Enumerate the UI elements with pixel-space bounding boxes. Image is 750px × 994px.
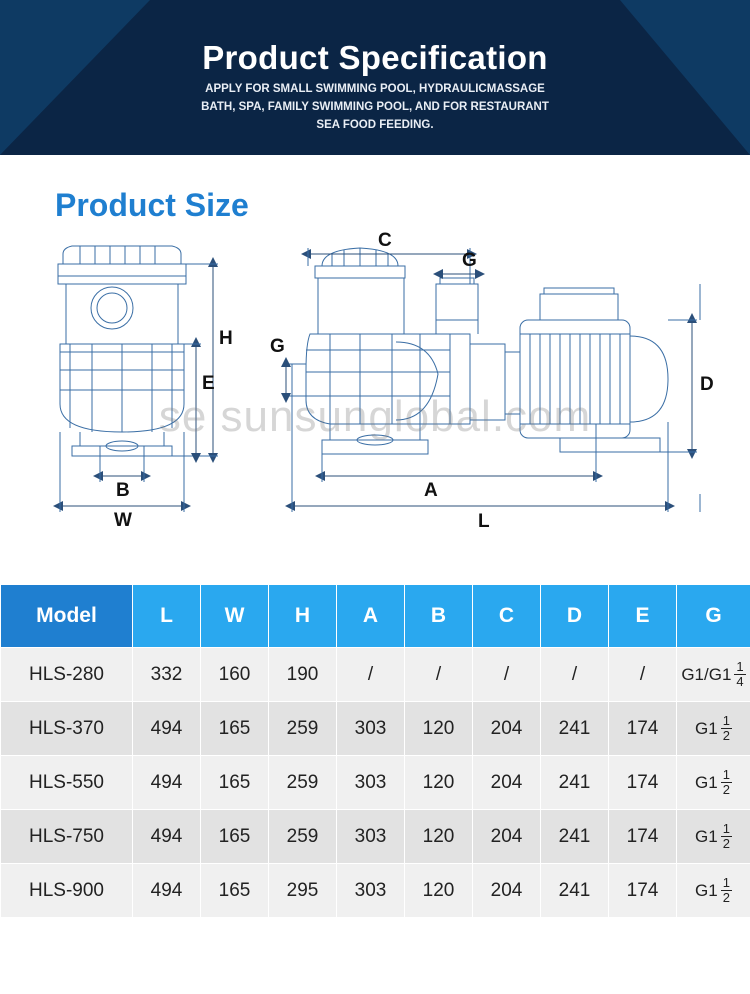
cell-G-fraction <box>721 768 732 796</box>
cell-E: 174 <box>609 864 677 918</box>
dim-label-G-left: G <box>270 336 285 357</box>
cell-E: 174 <box>609 810 677 864</box>
cell-G <box>677 648 750 702</box>
cell-A: / <box>337 648 405 702</box>
cell-model: HLS-900 <box>1 864 133 918</box>
cell-D: / <box>541 648 609 702</box>
cell-G <box>677 810 750 864</box>
cell-L: 494 <box>133 810 201 864</box>
cell-B: / <box>405 648 473 702</box>
cell-G-fraction <box>721 822 732 850</box>
section-title-product-size: Product Size <box>55 187 249 223</box>
cell-W: 165 <box>201 702 269 756</box>
cell-D: 241 <box>541 702 609 756</box>
cell-D: 241 <box>541 810 609 864</box>
cell-W: 165 <box>201 864 269 918</box>
cell-G-numerator: 1 <box>722 875 730 891</box>
cell-C: / <box>473 648 541 702</box>
dim-label-G-top: G <box>462 250 477 271</box>
col-header-E: E <box>609 585 677 648</box>
cell-W: 160 <box>201 648 269 702</box>
cell-L: 332 <box>133 648 201 702</box>
specification-table <box>0 584 750 918</box>
dim-label-D: D <box>700 374 714 395</box>
cell-G-fraction <box>734 660 745 688</box>
cell-A: 303 <box>337 756 405 810</box>
banner-subtitle-line2: BATH, SPA, FAMILY SWIMMING POOL, AND FOR RESTAURANT <box>201 101 549 113</box>
cell-H: 259 <box>269 756 337 810</box>
cell-B: 120 <box>405 810 473 864</box>
cell-E: 174 <box>609 702 677 756</box>
col-header-A: A <box>337 585 405 648</box>
table-header-row <box>1 585 750 648</box>
col-header-H: H <box>269 585 337 648</box>
cell-G-fraction <box>721 714 732 742</box>
cell-model: HLS-280 <box>1 648 133 702</box>
col-header-L: L <box>133 585 201 648</box>
cell-E: / <box>609 648 677 702</box>
cell-G-numerator: 1 <box>736 659 744 675</box>
cell-L: 494 <box>133 864 201 918</box>
cell-G <box>677 864 750 918</box>
cell-B: 120 <box>405 702 473 756</box>
cell-D: 241 <box>541 864 609 918</box>
cell-B: 120 <box>405 756 473 810</box>
cell-A: 303 <box>337 810 405 864</box>
col-header-W: W <box>201 585 269 648</box>
col-header-G: G <box>677 585 750 648</box>
dim-label-B: B <box>116 480 130 501</box>
cell-model: HLS-550 <box>1 756 133 810</box>
dim-label-E: E <box>202 373 215 394</box>
dim-label-A: A <box>424 480 438 501</box>
cell-G-denominator: 2 <box>722 890 730 905</box>
cell-D: 241 <box>541 756 609 810</box>
cell-A: 303 <box>337 702 405 756</box>
header-banner <box>0 0 750 155</box>
col-header-C: C <box>473 585 541 648</box>
cell-G-denominator: 2 <box>722 728 730 743</box>
cell-G-prefix: G1 <box>695 826 718 846</box>
table-row <box>1 864 750 918</box>
cell-H: 259 <box>269 810 337 864</box>
cell-W: 165 <box>201 810 269 864</box>
cell-G-numerator: 1 <box>722 821 730 837</box>
cell-A: 303 <box>337 864 405 918</box>
col-header-model: Model <box>1 585 133 648</box>
cell-L: 494 <box>133 756 201 810</box>
cell-E: 174 <box>609 756 677 810</box>
table-row <box>1 756 750 810</box>
cell-G-numerator: 1 <box>722 713 730 729</box>
col-header-D: D <box>541 585 609 648</box>
cell-G-prefix: G1 <box>695 880 718 900</box>
cell-H: 190 <box>269 648 337 702</box>
cell-G-denominator: 4 <box>736 674 744 689</box>
cell-H: 259 <box>269 702 337 756</box>
cell-G-prefix: G1 <box>695 772 718 792</box>
cell-C: 204 <box>473 810 541 864</box>
cell-L: 494 <box>133 702 201 756</box>
cell-G-numerator: 1 <box>722 767 730 783</box>
banner-subtitle-line1: APPLY FOR SMALL SWIMMING POOL, HYDRAULICMASSAGE <box>205 83 545 95</box>
col-header-B: B <box>405 585 473 648</box>
product-size-drawing <box>0 224 750 584</box>
cell-G-prefix: G1/G1 <box>681 664 732 684</box>
table-row <box>1 702 750 756</box>
cell-G-denominator: 2 <box>722 836 730 851</box>
dim-label-C: C <box>378 230 392 251</box>
cell-G-prefix: G1 <box>695 718 718 738</box>
page-title: Product Specification <box>202 39 548 76</box>
cell-model: HLS-750 <box>1 810 133 864</box>
cell-C: 204 <box>473 864 541 918</box>
banner-subtitle-line3: SEA FOOD FEEDING. <box>316 119 434 131</box>
cell-model: HLS-370 <box>1 702 133 756</box>
cell-G-denominator: 2 <box>722 782 730 797</box>
cell-G-fraction <box>721 876 732 904</box>
cell-G <box>677 702 750 756</box>
cell-C: 204 <box>473 756 541 810</box>
cell-W: 165 <box>201 756 269 810</box>
table-row <box>1 810 750 864</box>
watermark-text: se sunsunglobal.com <box>158 392 592 441</box>
dim-label-H: H <box>219 328 233 349</box>
cell-C: 204 <box>473 702 541 756</box>
dim-label-W: W <box>114 510 132 531</box>
dim-label-L: L <box>478 511 490 532</box>
cell-B: 120 <box>405 864 473 918</box>
table-row <box>1 648 750 702</box>
cell-G <box>677 756 750 810</box>
cell-H: 295 <box>269 864 337 918</box>
